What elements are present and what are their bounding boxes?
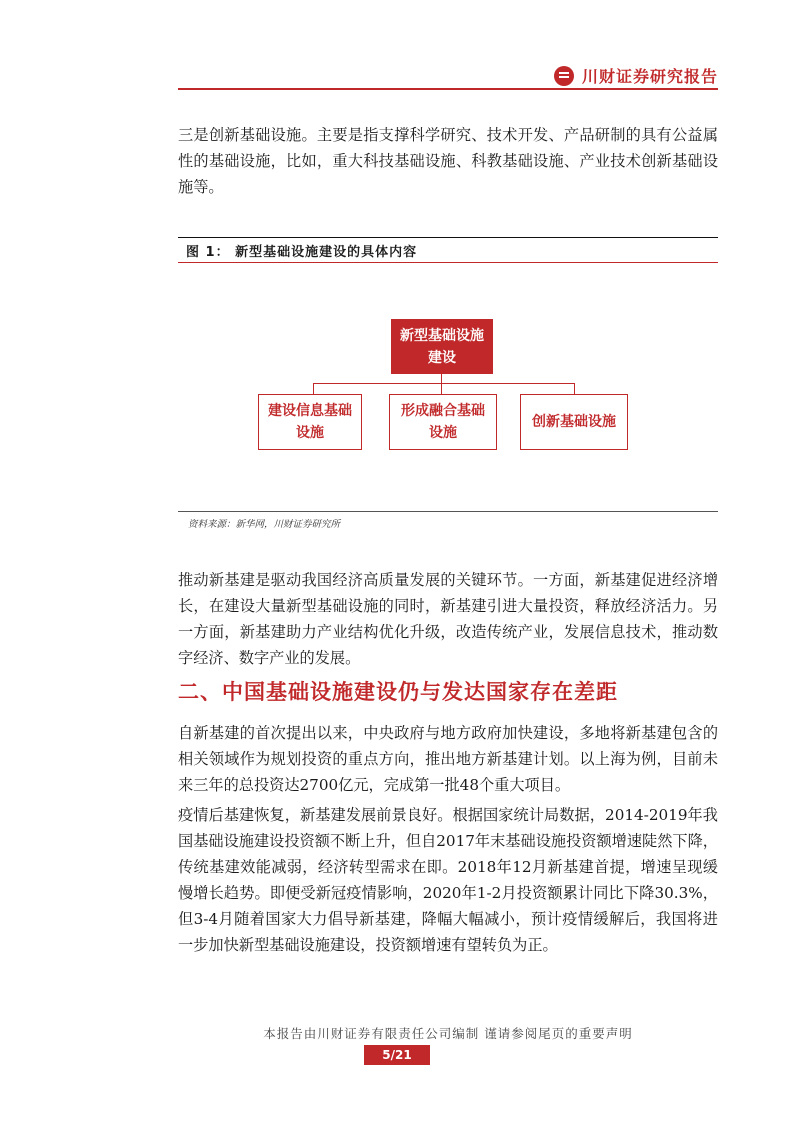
footer-disclaimer: 本报告由川财证券有限责任公司编制 谨请参阅尾页的重要声明 xyxy=(263,1026,633,1041)
node-convergence-line1: 形成融合基础 xyxy=(401,403,485,419)
node-information-line2: 设施 xyxy=(296,425,324,441)
connector-horizontal xyxy=(313,383,575,384)
root-node-line2: 建设 xyxy=(428,349,456,366)
page-number: 5/21 xyxy=(364,1045,430,1065)
section-title: 二、中国基础设施建设仍与发达国家存在差距 xyxy=(178,680,618,704)
source-divider xyxy=(178,511,718,512)
page-header xyxy=(178,60,718,90)
figure-title-bar xyxy=(178,237,718,263)
node-innovation-label: 创新基础设施 xyxy=(532,414,616,430)
node-convergence-line2: 设施 xyxy=(429,425,457,441)
connector-right xyxy=(574,383,575,394)
diagram-node-convergence xyxy=(389,394,497,450)
header-divider xyxy=(178,88,718,90)
paragraph-new-infrastructure-role: 推动新基建是驱动我国经济高质量发展的关键环节。一方面，新基建促进经济增长，在建设大量新型基础设施的同时，新基建引进大量投资，释放经济活力。另一方面，新基建助力产业结构优化升级，改造传统产业，发展信息技术，推动数字经济、数字产业的发展。 xyxy=(178,571,718,667)
diagram-node-information xyxy=(258,394,362,450)
header-brand xyxy=(554,64,718,87)
chuancai-logo-icon xyxy=(554,66,574,86)
paragraph-recovery-outlook: 疫情后基建恢复，新基建发展前景良好。根据国家统计局数据，2014-2019年我国基础设施建设投资额不断上升，但自2017年末基础设施投资额增速陡然下降，传统基建效能减弱，经济转型需求在即。2018年12月新基建首提，增速呈现缓慢增长趋势。即便受新冠疫情影响，2020年1-2月投资额累计同比下降30.3%，但3-4月随着国家大力倡导新基建，降幅大幅减小，预计疫情缓解后，我国将进一步加快新型基础设施建设，投资额增速有望转负为正。 xyxy=(178,806,718,954)
figure-title: 图 1： 新型基础设施建设的具体内容 xyxy=(186,245,418,260)
figure-source: 资料来源：新华网，川财证券研究所 xyxy=(188,519,341,530)
paragraph-innovation-infrastructure: 三是创新基础设施。主要是指支撑科学研究、技术开发、产品研制的具有公益属性的基础设施，比如，重大科技基础设施、科教基础设施、产业技术创新基础设施等。 xyxy=(178,126,718,196)
node-information-line1: 建设信息基础 xyxy=(268,403,352,419)
diagram-root-node xyxy=(391,319,493,374)
connector-left xyxy=(313,383,314,394)
paragraph-local-plans: 自新基建的首次提出以来，中央政府与地方政府加快建设，多地将新基建包含的相关领域作为规划投资的重点方向，推出地方新基建计划。以上海为例，目前未来三年的总投资达2700亿元，完成第一批48个重大项目。 xyxy=(178,724,718,794)
infrastructure-diagram xyxy=(178,262,718,512)
diagram-node-innovation xyxy=(520,394,628,450)
brand-name: 川财证券研究报告 xyxy=(581,67,718,86)
root-node-line1: 新型基础设施 xyxy=(400,327,484,344)
connector-mid xyxy=(441,383,442,394)
